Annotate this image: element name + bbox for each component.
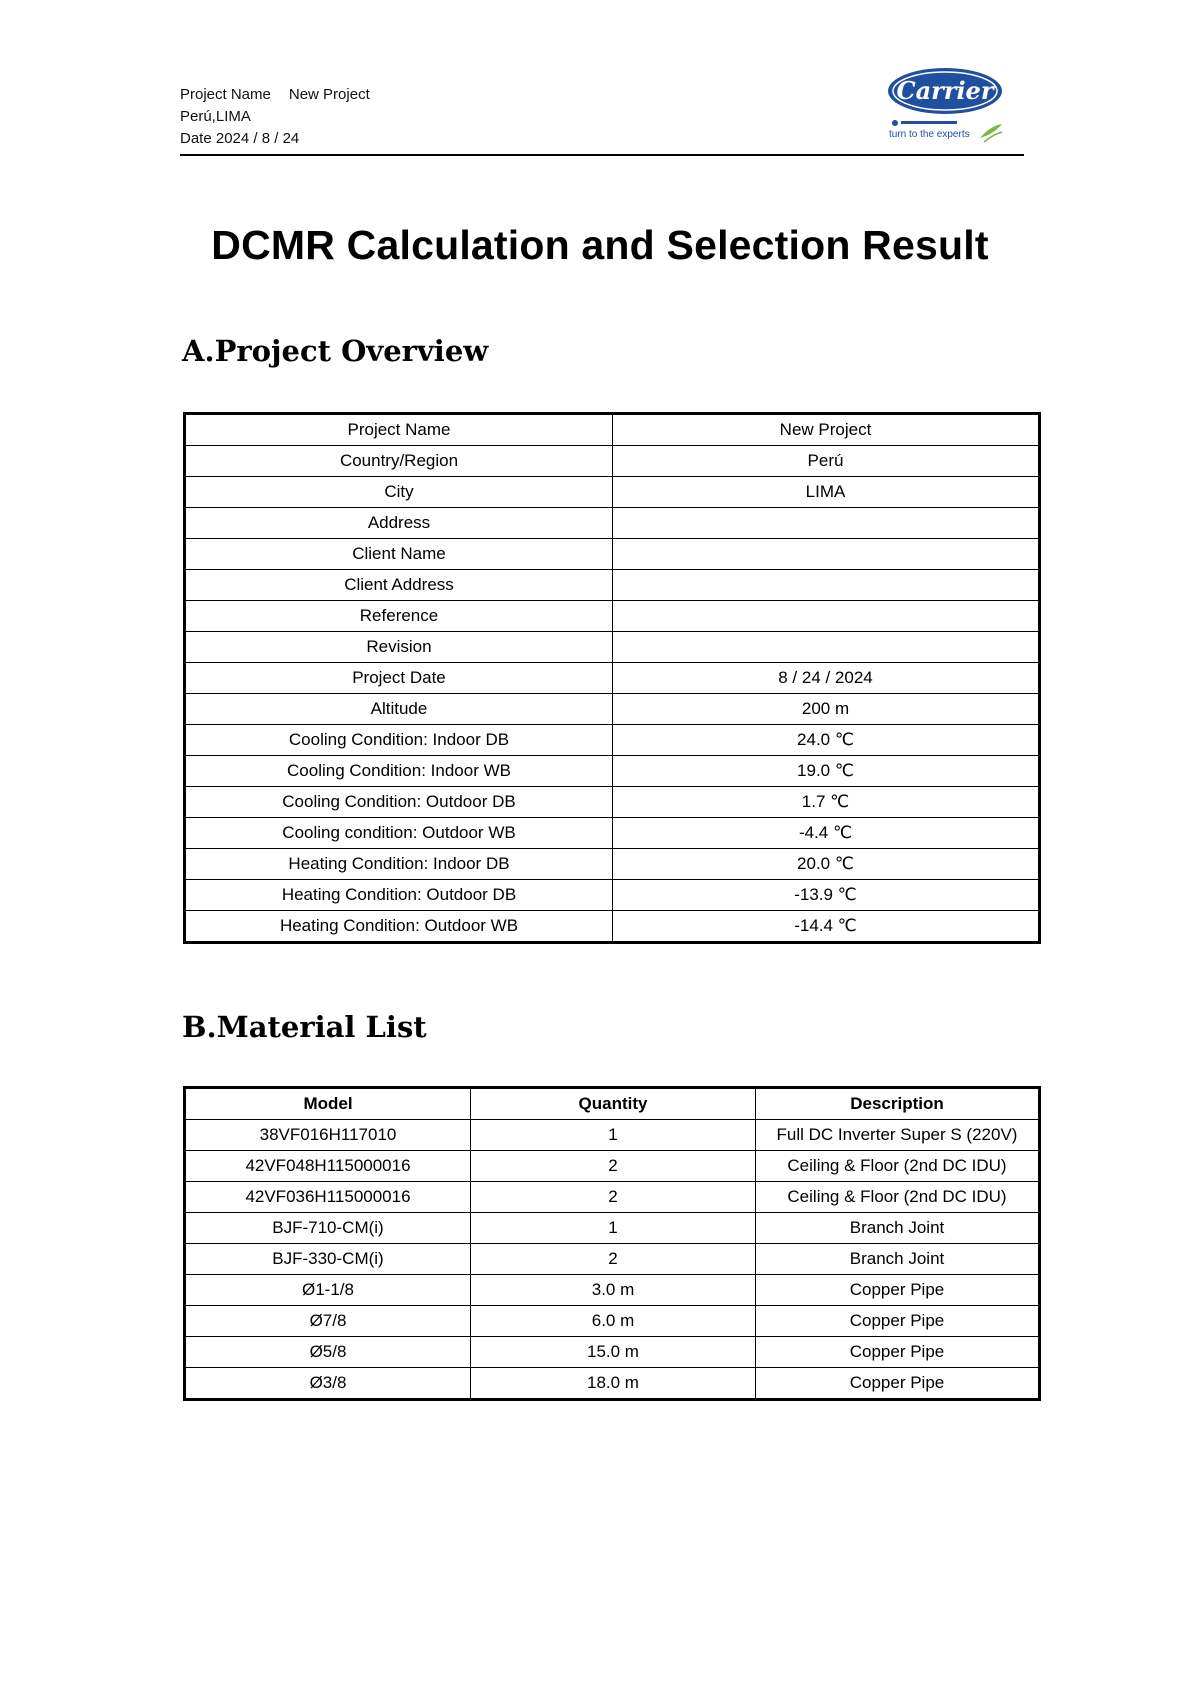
material-model: 42VF048H115000016 <box>185 1151 471 1182</box>
column-header-model: Model <box>185 1088 471 1120</box>
column-header-quantity: Quantity <box>471 1088 756 1120</box>
table-row <box>185 849 1040 880</box>
page-title: DCMR Calculation and Selection Result <box>211 222 989 268</box>
overview-label: Country/Region <box>185 446 613 477</box>
material-quantity: 15.0 m <box>471 1337 756 1368</box>
section-heading-materials: B.Material List <box>182 1010 427 1044</box>
material-description: Branch Joint <box>756 1213 1040 1244</box>
material-quantity: 1 <box>471 1213 756 1244</box>
overview-label: Cooling Condition: Outdoor DB <box>185 787 613 818</box>
material-quantity: 3.0 m <box>471 1275 756 1306</box>
overview-value: -4.4 ℃ <box>613 818 1040 849</box>
table-row <box>185 1368 1040 1400</box>
overview-value: LIMA <box>613 477 1040 508</box>
material-description: Full DC Inverter Super S (220V) <box>756 1120 1040 1151</box>
material-model: 38VF016H117010 <box>185 1120 471 1151</box>
overview-value: -13.9 ℃ <box>613 880 1040 911</box>
table-row <box>185 663 1040 694</box>
overview-label: Altitude <box>185 694 613 725</box>
material-model: Ø1-1/8 <box>185 1275 471 1306</box>
table-row <box>185 1337 1040 1368</box>
table-row <box>185 508 1040 539</box>
table-row <box>185 632 1040 663</box>
project-overview-table <box>183 412 1041 944</box>
overview-label: Address <box>185 508 613 539</box>
table-row <box>185 446 1040 477</box>
overview-label: Project Name <box>185 414 613 446</box>
table-row <box>185 911 1040 943</box>
material-model: Ø5/8 <box>185 1337 471 1368</box>
overview-label: Revision <box>185 632 613 663</box>
column-header-description: Description <box>756 1088 1040 1120</box>
material-description: Branch Joint <box>756 1244 1040 1275</box>
table-row <box>185 601 1040 632</box>
table-row <box>185 787 1040 818</box>
overview-value: 20.0 ℃ <box>613 849 1040 880</box>
material-quantity: 1 <box>471 1120 756 1151</box>
overview-label: Cooling Condition: Indoor WB <box>185 756 613 787</box>
header-project-name: New Project <box>288 86 370 103</box>
header-date: Date 2024 / 8 / 24 <box>180 130 300 147</box>
overview-label: Heating Condition: Outdoor WB <box>185 911 613 943</box>
table-row <box>185 694 1040 725</box>
overview-label: Project Date <box>185 663 613 694</box>
material-description: Copper Pipe <box>756 1275 1040 1306</box>
table-row <box>185 1120 1040 1151</box>
table-row <box>185 414 1040 446</box>
material-description: Ceiling & Floor (2nd DC IDU) <box>756 1151 1040 1182</box>
overview-value: 19.0 ℃ <box>613 756 1040 787</box>
table-row <box>185 570 1040 601</box>
overview-label: Reference <box>185 601 613 632</box>
overview-value: -14.4 ℃ <box>613 911 1040 943</box>
overview-value <box>613 508 1040 539</box>
overview-label: City <box>185 477 613 508</box>
table-row <box>185 1275 1040 1306</box>
material-quantity: 2 <box>471 1182 756 1213</box>
material-quantity: 2 <box>471 1151 756 1182</box>
material-description: Copper Pipe <box>756 1368 1040 1400</box>
table-row <box>185 725 1040 756</box>
header-project-label: Project Name <box>180 86 271 103</box>
overview-label: Heating Condition: Outdoor DB <box>185 880 613 911</box>
material-model: Ø3/8 <box>185 1368 471 1400</box>
overview-value <box>613 570 1040 601</box>
overview-label: Heating Condition: Indoor DB <box>185 849 613 880</box>
overview-value <box>613 632 1040 663</box>
section-heading-overview: A.Project Overview <box>182 334 489 368</box>
overview-value <box>613 539 1040 570</box>
overview-label: Client Address <box>185 570 613 601</box>
leaf-icon <box>980 124 1002 138</box>
table-row <box>185 818 1040 849</box>
table-row <box>185 1244 1040 1275</box>
logo-tagline: turn to the experts <box>889 129 970 140</box>
material-description: Copper Pipe <box>756 1337 1040 1368</box>
table-row <box>185 477 1040 508</box>
table-row <box>185 1182 1040 1213</box>
overview-label: Cooling condition: Outdoor WB <box>185 818 613 849</box>
material-description: Copper Pipe <box>756 1306 1040 1337</box>
page-header <box>180 76 1024 156</box>
carrier-logo <box>886 66 1004 148</box>
material-list-table <box>183 1086 1041 1401</box>
material-model: BJF-330-CM(i) <box>185 1244 471 1275</box>
material-model: 42VF036H115000016 <box>185 1182 471 1213</box>
material-model: BJF-710-CM(i) <box>185 1213 471 1244</box>
table-row <box>185 1306 1040 1337</box>
table-row <box>185 756 1040 787</box>
overview-label: Client Name <box>185 539 613 570</box>
table-row <box>185 880 1040 911</box>
material-quantity: 2 <box>471 1244 756 1275</box>
material-description: Ceiling & Floor (2nd DC IDU) <box>756 1182 1040 1213</box>
table-row <box>185 539 1040 570</box>
material-model: Ø7/8 <box>185 1306 471 1337</box>
overview-label: Cooling Condition: Indoor DB <box>185 725 613 756</box>
overview-value: 24.0 ℃ <box>613 725 1040 756</box>
material-quantity: 6.0 m <box>471 1306 756 1337</box>
overview-value <box>613 601 1040 632</box>
table-row <box>185 1213 1040 1244</box>
material-header-row <box>185 1088 1040 1120</box>
logo-wordmark: Carrier <box>896 76 994 105</box>
overview-value: 1.7 ℃ <box>613 787 1040 818</box>
overview-value: 200 m <box>613 694 1040 725</box>
header-location: Perú,LIMA <box>180 108 251 125</box>
overview-value: Perú <box>613 446 1040 477</box>
table-row <box>185 1151 1040 1182</box>
material-quantity: 18.0 m <box>471 1368 756 1400</box>
overview-value: New Project <box>613 414 1040 446</box>
overview-value: 8 / 24 / 2024 <box>613 663 1040 694</box>
